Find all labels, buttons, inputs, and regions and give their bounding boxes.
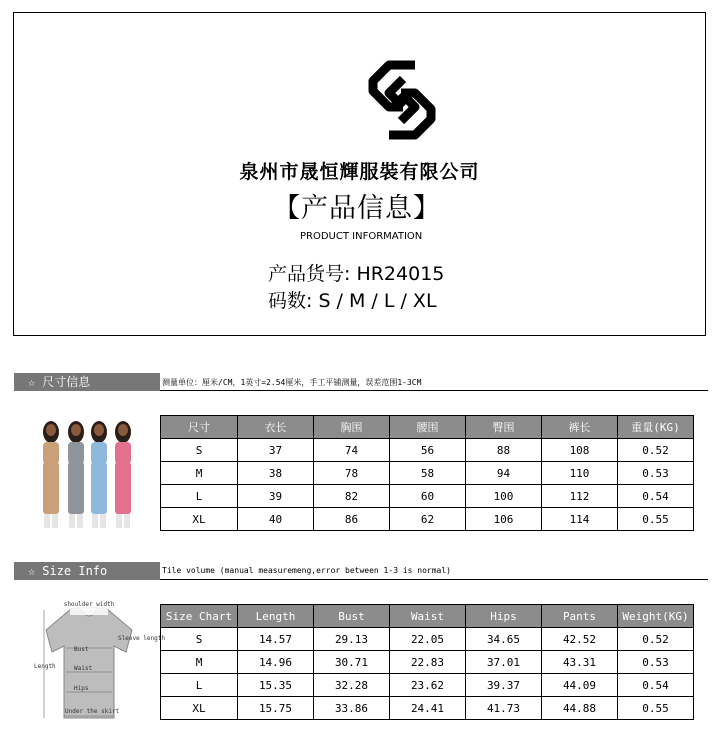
section-divider [160, 390, 708, 391]
product-info-box [13, 12, 706, 336]
company-name: 泉州市晟恒輝服裝有限公司 [239, 161, 480, 183]
table-cell: 44.09 [542, 674, 618, 697]
table-cell: 22.83 [390, 651, 466, 674]
table-cell: 0.54 [618, 485, 694, 508]
company-logo-icon [367, 57, 437, 143]
product-number: 产品货号: HR24015 [268, 263, 445, 285]
section-title-en-text: Size Info [42, 564, 108, 578]
model-2 [68, 421, 84, 528]
header-cell: 裤长 [542, 416, 618, 439]
table-cell: L [161, 674, 238, 697]
table-cell: 22.05 [390, 628, 466, 651]
table-cell: 0.54 [618, 674, 694, 697]
diagram-label-under: Under the skirt [65, 708, 120, 715]
section-title-en [14, 562, 160, 580]
diagram-label-bust: Bust [74, 646, 89, 653]
star-outline-icon: ☆ [28, 564, 36, 578]
table-cell: 0.55 [618, 508, 694, 531]
table-cell: S [161, 628, 238, 651]
table-cell: 0.55 [618, 697, 694, 720]
measurement-note-en: Tile volume (manual measuremeng,error between 1-3 is normal) [162, 566, 451, 575]
section-title-cn-text: 尺寸信息 [42, 375, 91, 389]
table-cell: 0.53 [618, 462, 694, 485]
table-cell: 78 [314, 462, 390, 485]
header-cell: 胸围 [314, 416, 390, 439]
table-cell: 82 [314, 485, 390, 508]
table-cell: 32.28 [314, 674, 390, 697]
table-cell: 74 [314, 439, 390, 462]
model-4 [115, 421, 131, 528]
table-cell: 62 [390, 508, 466, 531]
table-cell: 0.52 [618, 439, 694, 462]
diagram-label-waist: Waist [74, 665, 93, 672]
section-divider [160, 579, 708, 580]
size-table-en [160, 604, 694, 720]
header-cell: 臀围 [466, 416, 542, 439]
header-cell: Size Chart [161, 605, 238, 628]
table-cell: 39.37 [466, 674, 542, 697]
table-row [161, 485, 694, 508]
table-row [161, 439, 694, 462]
table-cell: 110 [542, 462, 618, 485]
table-cell: 112 [542, 485, 618, 508]
table-cell: 33.86 [314, 697, 390, 720]
header-cell: Weight(KG) [618, 605, 694, 628]
header-cell: Hips [466, 605, 542, 628]
measurement-diagram [32, 600, 165, 724]
product-info-heading: 【产品信息】 [273, 193, 441, 224]
table-cell: 58 [390, 462, 466, 485]
table-cell: 88 [466, 439, 542, 462]
header-cell: 腰围 [390, 416, 466, 439]
product-photo [34, 418, 144, 536]
table-cell: 38 [238, 462, 314, 485]
table-cell: 44.88 [542, 697, 618, 720]
table-cell: M [161, 462, 238, 485]
table-cell: 15.75 [238, 697, 314, 720]
diagram-label-hips: Hips [74, 685, 89, 692]
table-cell: 15.35 [238, 674, 314, 697]
header-cell: Bust [314, 605, 390, 628]
header-cell: 重量(KG) [618, 416, 694, 439]
measurement-note-cn: 测量单位：厘米/CM，1英寸=2.54厘米，手工平铺测量，误差范围1-3CM [162, 378, 422, 387]
table-header-row [161, 416, 694, 439]
header-cell: Length [238, 605, 314, 628]
table-cell: 40 [238, 508, 314, 531]
table-cell: 0.52 [618, 628, 694, 651]
table-row [161, 651, 694, 674]
model-3 [91, 421, 107, 528]
table-cell: 41.73 [466, 697, 542, 720]
table-cell: 42.52 [542, 628, 618, 651]
diagram-label-shoulder: shoulder width [63, 601, 115, 608]
table-cell: 34.65 [466, 628, 542, 651]
table-cell: 29.13 [314, 628, 390, 651]
table-cell: 14.96 [238, 651, 314, 674]
table-cell: 39 [238, 485, 314, 508]
table-cell: L [161, 485, 238, 508]
section-title-cn [14, 373, 160, 391]
model-1 [43, 421, 59, 528]
table-row [161, 674, 694, 697]
table-cell: M [161, 651, 238, 674]
table-row [161, 697, 694, 720]
table-cell: 94 [466, 462, 542, 485]
table-cell: 60 [390, 485, 466, 508]
table-cell: 24.41 [390, 697, 466, 720]
table-cell: 106 [466, 508, 542, 531]
diagram-label-sleeve: Sleeve length [118, 635, 165, 642]
table-cell: 43.31 [542, 651, 618, 674]
table-cell: 30.71 [314, 651, 390, 674]
table-cell: XL [161, 508, 238, 531]
table-cell: 108 [542, 439, 618, 462]
star-outline-icon: ☆ [28, 375, 36, 389]
table-cell: 100 [466, 485, 542, 508]
header-cell: 衣长 [238, 416, 314, 439]
table-cell: XL [161, 697, 238, 720]
table-cell: 114 [542, 508, 618, 531]
diagram-label-length: Length [34, 663, 56, 670]
table-header-row [161, 605, 694, 628]
table-cell: 86 [314, 508, 390, 531]
table-cell: 56 [390, 439, 466, 462]
table-row [161, 508, 694, 531]
table-cell: 37.01 [466, 651, 542, 674]
header-cell: Pants [542, 605, 618, 628]
size-range: 码数: S / M / L / XL [268, 290, 437, 312]
product-info-subheading: PRODUCT INFORMATION [300, 231, 423, 242]
table-cell: 0.53 [618, 651, 694, 674]
header-cell: Waist [390, 605, 466, 628]
table-cell: S [161, 439, 238, 462]
table-cell: 23.62 [390, 674, 466, 697]
table-cell: 14.57 [238, 628, 314, 651]
size-table-cn [160, 415, 694, 531]
table-cell: 37 [238, 439, 314, 462]
header-cell: 尺寸 [161, 416, 238, 439]
table-row [161, 628, 694, 651]
table-row [161, 462, 694, 485]
